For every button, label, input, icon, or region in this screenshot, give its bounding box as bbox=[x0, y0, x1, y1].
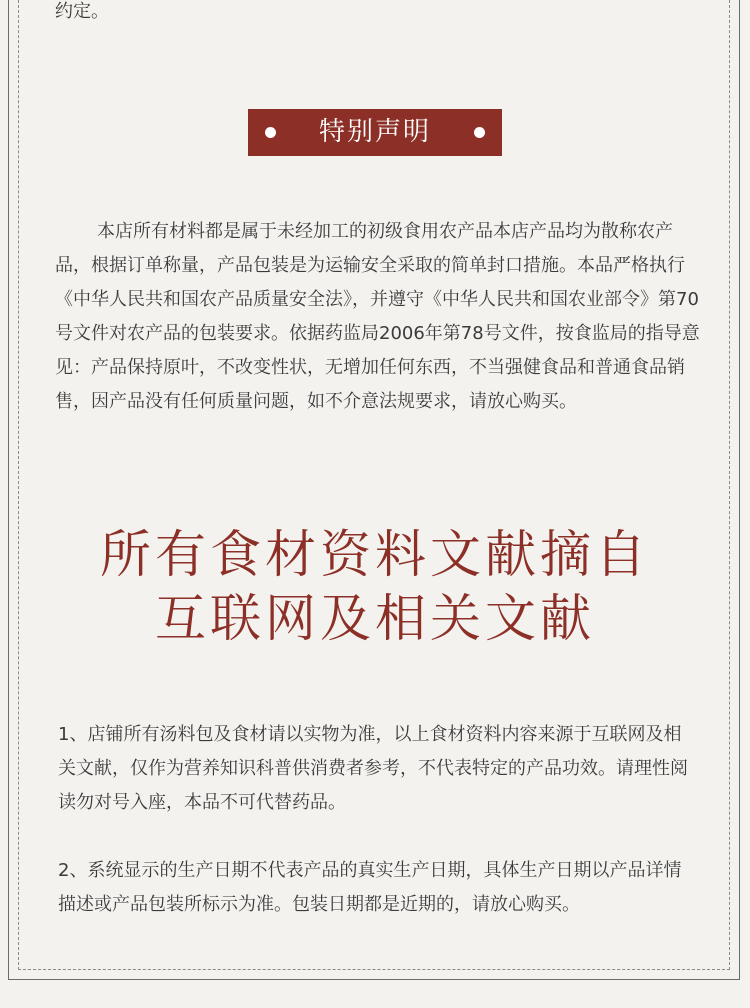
bullet-dot-icon bbox=[474, 127, 485, 138]
section-title: 特别声明 bbox=[318, 117, 431, 147]
disclaimer-headline-line-2: 互联网及相关文献 bbox=[154, 590, 595, 649]
statement-paragraph: 本店所有材料都是属于未经加工的初级食用农产品本店产品均为散称农产品，根据订单称量，产品包装是为运输安全采取的简单封口措施。本品严格执行《中华人民共和国农产品质量安全法》，并遵守《中华人民共和国农业部令》第70号文件对农产品的包装要求。依据药监局2006年第78号文件，按食监局的指导意见：产品保持原叶，不改变性状，无增加任何东西，不当强健食品和普通食品销售，因产品没有任何质量问题，如不介意法规要求，请放心购买。 bbox=[55, 221, 700, 412]
section-title-banner bbox=[248, 109, 502, 156]
note-item-1: 1、店铺所有汤料包及食材请以实物为准，以上食材资料内容来源于互联网及相关文献，仅作为营养知识科普供消费者参考，不代表特定的产品功效。请理性阅读勿对号入座，本品不可代替药品。 bbox=[58, 724, 688, 813]
previous-section-fragment: 约定。 bbox=[55, 1, 109, 22]
disclaimer-headline-line-1: 所有食材资料文献摘自 bbox=[99, 526, 650, 585]
note-item-2: 2、系统显示的生产日期不代表产品的真实生产日期，具体生产日期以产品详情描述或产品包装所标示为准。包装日期都是近期的，请放心购买。 bbox=[58, 860, 682, 915]
bullet-dot-icon bbox=[265, 127, 276, 138]
